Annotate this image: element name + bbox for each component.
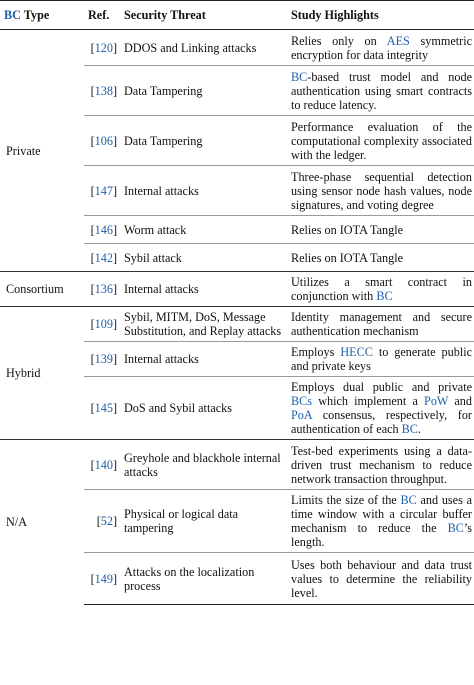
- highlights-cell: [287, 440, 474, 490]
- header-bc-type: BC Type: [0, 1, 84, 30]
- threat-cell: Data Tampering: [120, 66, 287, 116]
- citation-link[interactable]: 136: [94, 282, 113, 296]
- highlight-text: consensus, respectively, for authentication of each: [291, 408, 472, 436]
- citation-link[interactable]: 149: [94, 571, 113, 586]
- highlight-text: Employs dual public and private: [291, 380, 472, 394]
- header-row: [0, 1, 474, 30]
- highlights-cell: [287, 166, 474, 216]
- bc-type-cell: Private: [0, 30, 84, 272]
- highlights-cell: [287, 307, 474, 342]
- threat-cell: Sybil attack: [120, 244, 287, 272]
- bc-abbr-link[interactable]: BC: [4, 7, 21, 22]
- threat-cell: Internal attacks: [120, 166, 287, 216]
- highlight-text: Identity management and secure authentication mechanism: [291, 310, 472, 338]
- highlights-cell: [287, 377, 474, 440]
- highlight-text: and: [448, 394, 472, 408]
- ref-cell: [139]: [84, 342, 120, 377]
- threat-cell: Physical or logical data tampering: [120, 490, 287, 553]
- ref-cell: [145]: [84, 377, 120, 440]
- ref-cell: [136]: [84, 272, 120, 307]
- citation-link[interactable]: 147: [94, 183, 113, 198]
- citation-link[interactable]: 106: [94, 133, 113, 148]
- highlight-text: -based trust model and node authentication using smart contracts to reduce latency.: [291, 69, 472, 112]
- citation-link[interactable]: 109: [94, 317, 113, 331]
- highlight-text: Relies on IOTA Tangle: [291, 250, 404, 265]
- ref-cell: [140]: [84, 440, 120, 490]
- ref-cell: [109]: [84, 307, 120, 342]
- acronym-link[interactable]: BC: [400, 493, 417, 507]
- acronym-link[interactable]: BC: [447, 521, 464, 535]
- highlights-cell: [287, 342, 474, 377]
- highlight-text: Utilizes a smart contract in conjunction with: [291, 275, 472, 303]
- acronym-link[interactable]: BC: [376, 289, 393, 303]
- highlight-text: .: [417, 422, 421, 436]
- acronym-link[interactable]: BC: [291, 69, 308, 84]
- threat-cell: Attacks on the localization process: [120, 553, 287, 605]
- acronym-link[interactable]: BCs: [291, 394, 313, 408]
- acronym-link[interactable]: HECC: [340, 345, 373, 359]
- table-row: [0, 272, 474, 307]
- citation-link[interactable]: 140: [94, 457, 113, 472]
- ref-cell: [52]: [84, 490, 120, 553]
- threat-cell: DoS and Sybil attacks: [120, 377, 287, 440]
- ref-cell: [120]: [84, 30, 120, 66]
- highlights-cell: [287, 216, 474, 244]
- ref-cell: [149]: [84, 553, 120, 605]
- highlight-text: Three-phase sequential detection using sensor node hash values, node signatures, and voting degree: [291, 169, 472, 212]
- highlight-text: to generate public and private keys: [291, 345, 472, 373]
- header-highlights: Study Highlights: [287, 1, 474, 30]
- highlights-cell: [287, 66, 474, 116]
- highlights-cell: [287, 116, 474, 166]
- threat-cell: Internal attacks: [120, 272, 287, 307]
- highlight-text: Relies on IOTA Tangle: [291, 222, 404, 237]
- header-ref: Ref.: [84, 1, 120, 30]
- header-threat: Security Threat: [120, 1, 287, 30]
- acronym-link[interactable]: PoW: [424, 394, 449, 408]
- ref-cell: [138]: [84, 66, 120, 116]
- citation-link[interactable]: 139: [94, 352, 113, 366]
- citation-link[interactable]: 142: [94, 250, 113, 265]
- acronym-link[interactable]: PoA: [291, 408, 313, 422]
- ref-cell: [146]: [84, 216, 120, 244]
- citation-link[interactable]: 145: [94, 401, 113, 415]
- acronym-link[interactable]: BC: [401, 422, 418, 436]
- bc-type-cell: N/A: [0, 440, 84, 605]
- highlight-text: symmetric encryption for data integrity: [291, 33, 472, 62]
- table-row: [0, 307, 474, 342]
- citation-link[interactable]: 146: [94, 222, 113, 237]
- threat-cell: Data Tampering: [120, 116, 287, 166]
- threat-cell: Sybil, MITM, DoS, Message Substitution, and Replay attacks: [120, 307, 287, 342]
- citation-link[interactable]: 138: [94, 83, 113, 98]
- highlights-cell: [287, 490, 474, 553]
- highlight-text: Relies only on: [291, 33, 387, 48]
- highlight-text: Uses both behaviour and data trust values to determine the reliability level.: [291, 557, 472, 600]
- ref-cell: [106]: [84, 116, 120, 166]
- highlights-cell: [287, 244, 474, 272]
- threat-cell: Greyhole and blackhole internal attacks: [120, 440, 287, 490]
- highlights-cell: [287, 30, 474, 66]
- bc-type-cell: Hybrid: [0, 307, 84, 440]
- threat-cell: Worm attack: [120, 216, 287, 244]
- threat-cell: Internal attacks: [120, 342, 287, 377]
- highlight-text: ’s length.: [291, 521, 472, 549]
- ref-cell: [142]: [84, 244, 120, 272]
- highlight-text: Test-bed experiments using a data-driven trust mechanism to reduce network transaction throughput.: [291, 443, 472, 486]
- highlights-cell: [287, 553, 474, 605]
- highlights-cell: [287, 272, 474, 307]
- table-body: [0, 30, 474, 605]
- threat-cell: DDOS and Linking attacks: [120, 30, 287, 66]
- table-row: [0, 30, 474, 66]
- citation-link[interactable]: 52: [100, 514, 113, 528]
- bc-type-cell: Consortium: [0, 272, 84, 307]
- table-row: [0, 440, 474, 490]
- citation-link[interactable]: 120: [94, 40, 113, 55]
- highlight-text: Performance evaluation of the computational complexity associated with the ledger.: [291, 119, 472, 162]
- highlight-text: Limits the size of the: [291, 493, 401, 507]
- highlight-text: Employs: [291, 345, 341, 359]
- highlight-text: and uses a time window with a circular buffer mechanism to reduce the: [291, 493, 472, 535]
- acronym-link[interactable]: AES: [386, 33, 410, 48]
- ref-cell: [147]: [84, 166, 120, 216]
- highlight-text: which implement a: [312, 394, 425, 408]
